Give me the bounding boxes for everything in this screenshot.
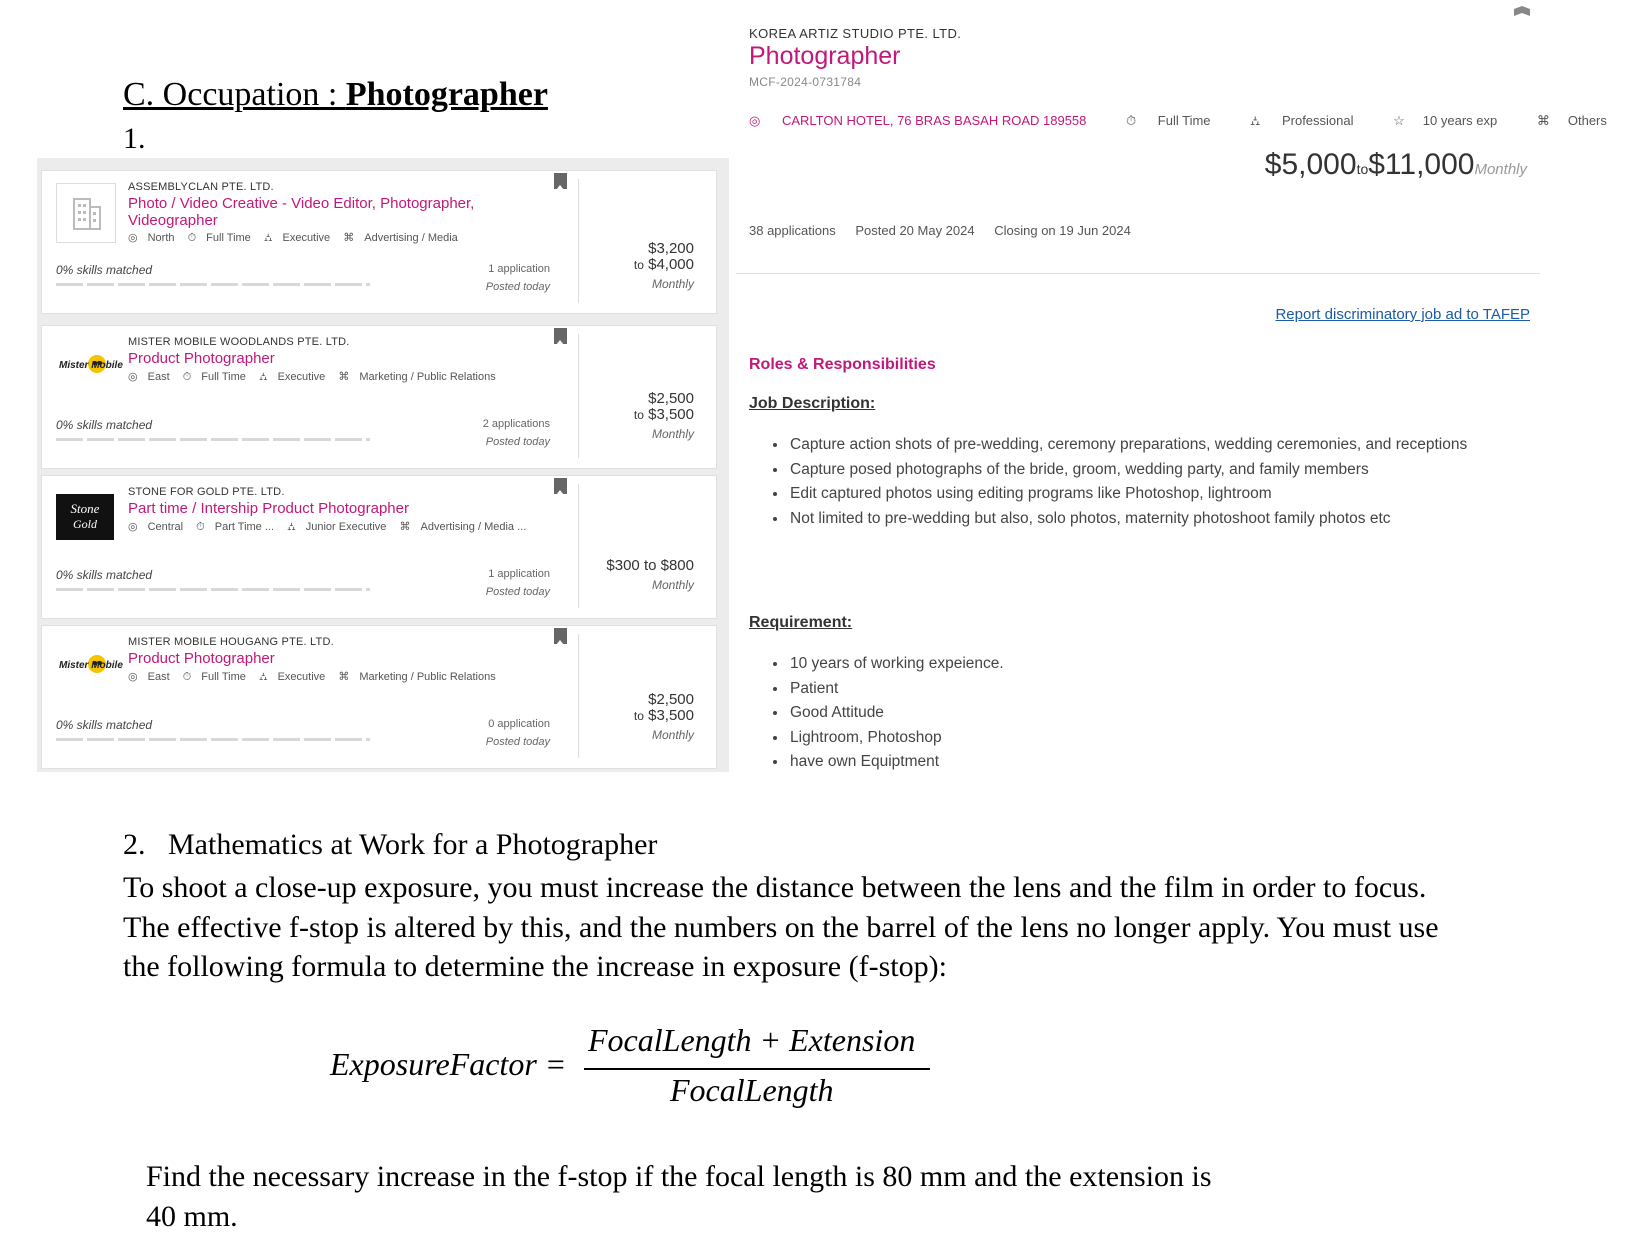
mister-mobile-logo [56, 638, 123, 696]
category-icon: ⌘ [1536, 113, 1550, 128]
salary-range [606, 558, 694, 593]
salary-from: $2,500 [648, 390, 694, 407]
job-category: Advertising / Media ... [420, 521, 527, 533]
job-level: Junior Executive [305, 521, 387, 533]
roles-heading: Roles & Responsibilities [749, 356, 936, 373]
salary-range [634, 241, 694, 292]
bookmark-icon[interactable] [554, 328, 567, 344]
location-icon: ◎ [749, 113, 761, 128]
job-meta [128, 231, 468, 246]
detail-job-code: MCF-2024-0731784 [749, 75, 862, 89]
job-meta [128, 670, 506, 685]
job-type: Full Time [201, 671, 246, 683]
detail-level: Professional [1281, 113, 1354, 128]
job-title-link[interactable]: Product Photographer [128, 350, 275, 367]
occupation-name: Photographer [345, 76, 548, 113]
divider [736, 273, 1540, 274]
list-item: • 10 years of working expeience. [788, 652, 1478, 677]
item-number-1: 1. [123, 122, 146, 155]
posted-date: Posted today [485, 436, 550, 448]
divider [578, 634, 579, 758]
list-item: • Good Attitude [788, 701, 1478, 726]
star-icon: ☆ [1393, 113, 1405, 128]
detail-company: KOREA ARTIZ STUDIO PTE. LTD. [749, 26, 962, 41]
job-level: Executive [282, 232, 331, 244]
job-title-link[interactable]: Photo / Video Creative - Video Editor, Photographer, Videographer [128, 195, 475, 229]
logo-text: Mister Mobile [59, 360, 123, 371]
job-type: Part Time ... [214, 521, 275, 533]
category-icon: ⌘ [343, 232, 355, 244]
skills-matched: 0% skills matched [56, 718, 153, 732]
category-icon: ⌘ [338, 371, 350, 383]
company-name: STONE FOR GOLD PTE. LTD. [128, 486, 285, 498]
fraction-bar [584, 1068, 930, 1070]
company-name: ASSEMBLYCLAN PTE. LTD. [128, 181, 274, 193]
list-item: • Patient [788, 677, 1478, 702]
detail-experience: 10 years exp [1422, 113, 1498, 128]
formula-denominator: FocalLength [670, 1072, 834, 1108]
level-icon: ⛼ [263, 232, 273, 244]
job-meta [128, 520, 536, 535]
bookmark-icon[interactable] [554, 478, 567, 494]
detail-applications: 38 applications [749, 223, 836, 238]
job-card[interactable] [41, 170, 717, 314]
salary-to: $3,500 [648, 406, 694, 423]
detail-closing: Closing on 19 Jun 2024 [994, 223, 1131, 238]
job-location: North [147, 232, 175, 244]
salary-range-text: $300 to $800 [606, 557, 694, 574]
bookmark-icon[interactable] [554, 173, 567, 189]
level-icon: ⛼ [1250, 113, 1261, 128]
job-card[interactable] [41, 625, 717, 769]
detail-posted: Posted 20 May 2024 [855, 223, 975, 238]
clock-icon: ⏱ [1126, 113, 1137, 128]
mister-mobile-logo [56, 338, 123, 396]
list-item: • Not limited to pre-wedding but also, solo photos, maternity photoshoot family photos etc [788, 507, 1478, 532]
detail-category: Others [1567, 113, 1607, 128]
job-category: Advertising / Media [364, 232, 458, 244]
stone-gold-logo [56, 488, 114, 546]
salary-period: Monthly [651, 427, 694, 441]
requirement-heading: Requirement: [749, 614, 853, 631]
salary-period: Monthly [651, 578, 694, 592]
job-card[interactable] [41, 325, 717, 469]
job-type: Full Time [206, 232, 251, 244]
salary-period: Monthly [651, 277, 694, 291]
bookmark-icon[interactable] [554, 628, 567, 644]
skills-bar [56, 588, 370, 591]
salary-to-word: to [633, 258, 644, 272]
scroll-up-icon[interactable] [1514, 6, 1530, 16]
application-count: 0 application [488, 718, 550, 730]
list-item: • Capture action shots of pre-wedding, ceremony preparations, wedding ceremonies, and receptions [788, 433, 1478, 458]
category-icon: ⌘ [338, 671, 350, 683]
salary-to-word: to [633, 408, 644, 422]
level-icon: ⛼ [258, 371, 268, 383]
job-category: Marketing / Public Relations [359, 371, 496, 383]
clock-icon: ⏱ [182, 371, 192, 383]
detail-title: Photographer [749, 42, 901, 70]
section-2-title: 2. Mathematics at Work for a Photographer [123, 828, 658, 861]
skills-matched: 0% skills matched [56, 418, 153, 432]
level-icon: ⛼ [258, 671, 268, 683]
skills-matched: 0% skills matched [56, 263, 153, 277]
report-link[interactable]: Report discriminatory job ad to TAFEP [1275, 306, 1530, 323]
location-icon: ◎ [128, 521, 138, 533]
posted-date: Posted today [485, 586, 550, 598]
job-location: East [147, 671, 170, 683]
job-listing [37, 158, 729, 772]
application-count: 2 applications [482, 418, 550, 430]
salary-to: $3,500 [648, 707, 694, 724]
occupation-prefix: C. Occupation : [123, 76, 346, 113]
clock-icon: ⏱ [182, 671, 192, 683]
logo-text-gold: Gold [73, 517, 97, 531]
skills-matched: 0% skills matched [56, 568, 153, 582]
location-icon: ◎ [128, 232, 138, 244]
job-location: Central [147, 521, 184, 533]
list-item: • Capture posed photographs of the bride, groom, wedding party, and family members [788, 458, 1478, 483]
divider [578, 334, 579, 458]
formula-lhs: ExposureFactor = [330, 1046, 567, 1082]
logo-text-stone: Stone [70, 501, 100, 516]
section-2-paragraph: To shoot a close-up exposure, you must increase the distance between the lens and the film in order to focus. The effective f-stop is altered by this, and the numbers on the barrel of the lens no longer apply. You must use the following formula to determine the increase in exposure (f-stop): [123, 871, 1439, 983]
job-level: Executive [277, 371, 326, 383]
salary-to-word: to [633, 709, 644, 723]
job-title-link[interactable]: Product Photographer [128, 650, 275, 667]
posted-date: Posted today [485, 281, 550, 293]
building-icon [56, 183, 116, 243]
level-icon: ⛼ [287, 521, 296, 533]
company-name: MISTER MOBILE HOUGANG PTE. LTD. [128, 636, 334, 648]
occupation-heading [123, 76, 548, 114]
list-item: • have own Equiptment [788, 750, 1478, 775]
skills-bar [56, 738, 370, 741]
detail-type: Full Time [1157, 113, 1211, 128]
job-meta [128, 370, 506, 385]
clock-icon: ⏱ [187, 232, 197, 244]
salary-range [634, 692, 694, 743]
detail-salary [1265, 148, 1527, 182]
requirement-list [768, 652, 1478, 775]
job-level: Executive [277, 671, 326, 683]
job-description-list [768, 433, 1478, 531]
salary-to: $4,000 [648, 256, 694, 273]
application-count: 1 application [488, 263, 550, 275]
detail-stats [749, 223, 1147, 238]
job-category: Marketing / Public Relations [359, 671, 496, 683]
job-location: East [147, 371, 170, 383]
detail-salary-from: $5,000 [1264, 148, 1357, 181]
company-name: MISTER MOBILE WOODLANDS PTE. LTD. [128, 336, 350, 348]
question-text: Find the necessary increase in the f-stop if the focal length is 80 mm and the extension is 40 mm. [146, 1160, 1212, 1233]
location-icon: ◎ [128, 371, 138, 383]
salary-from: $2,500 [648, 691, 694, 708]
list-item: • Edit captured photos using editing programs like Photoshop, lightroom [788, 482, 1478, 507]
skills-bar [56, 438, 370, 441]
job-type: Full Time [201, 371, 246, 383]
skills-bar [56, 283, 370, 286]
detail-salary-to: $11,000 [1368, 148, 1475, 181]
job-description-heading: Job Description: [749, 395, 876, 412]
formula-numerator: FocalLength + Extension [588, 1022, 916, 1058]
salary-period: Monthly [651, 728, 694, 742]
clock-icon: ⏱ [196, 521, 205, 533]
detail-location: CARLTON HOTEL, 76 BRAS BASAH ROAD 189558 [781, 113, 1087, 128]
salary-from: $3,200 [648, 240, 694, 257]
job-card[interactable] [41, 475, 717, 619]
location-icon: ◎ [128, 671, 138, 683]
logo-text: Mister Mobile [59, 660, 123, 671]
posted-date: Posted today [485, 736, 550, 748]
job-title-link[interactable]: Part time / Intership Product Photographer [128, 500, 409, 517]
list-item: • Lightroom, Photoshop [788, 726, 1478, 751]
application-count: 1 application [488, 568, 550, 580]
detail-meta [749, 113, 1643, 131]
divider [578, 484, 579, 608]
salary-range [634, 391, 694, 442]
category-icon: ⌘ [399, 521, 411, 533]
divider [578, 179, 579, 303]
job-detail-panel [736, 0, 1607, 790]
detail-salary-to-word: to [1356, 161, 1369, 177]
detail-salary-period: Monthly [1474, 161, 1527, 178]
